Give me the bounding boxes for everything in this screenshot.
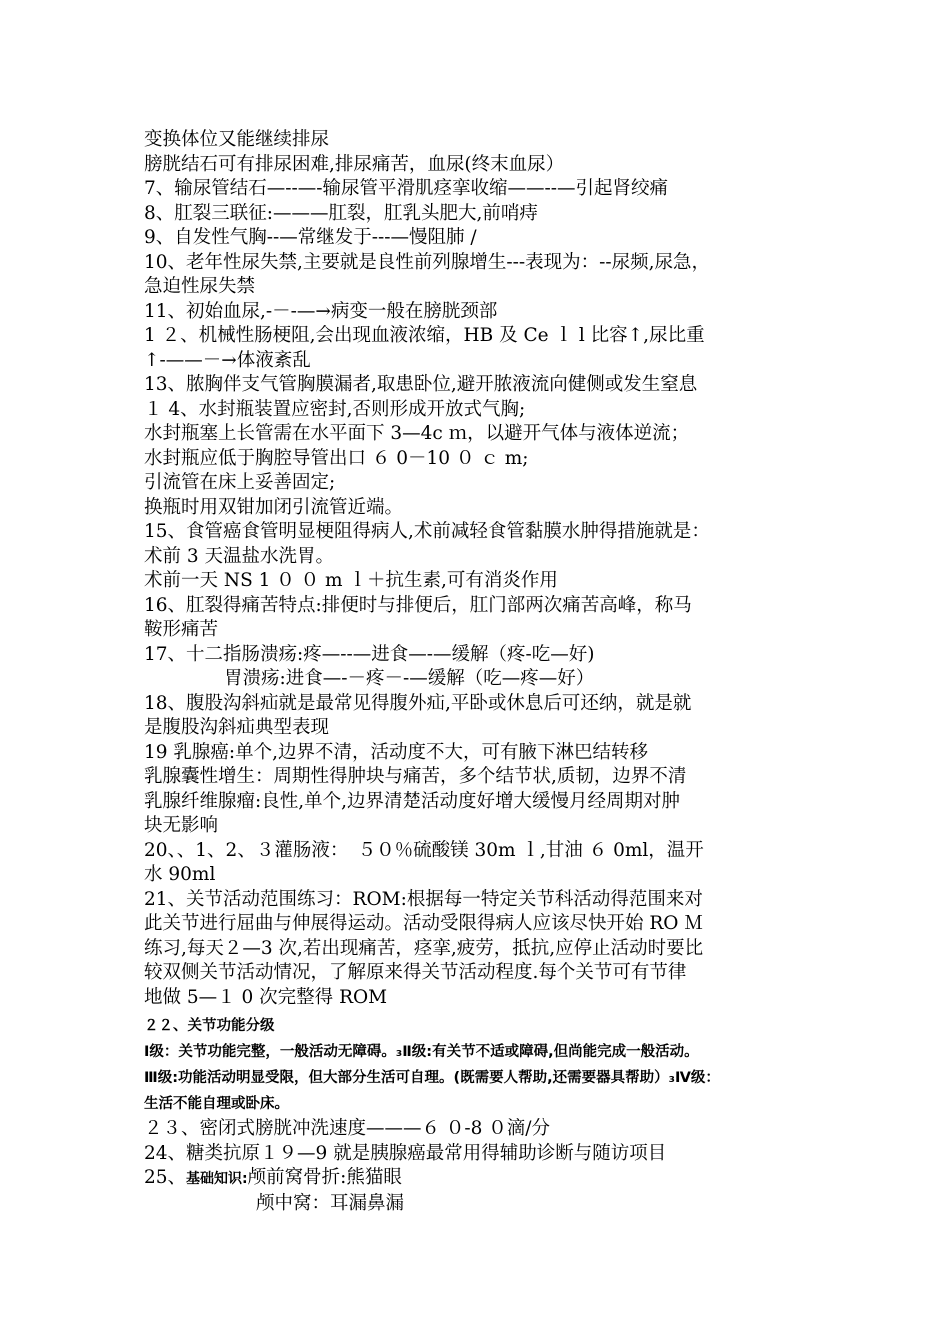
text-line: 乳腺纤维腺瘤:良性,单个,边界清楚活动度好增大缓慢月经周期对肿 xyxy=(144,790,680,812)
text-line: 19 乳腺癌:单个,边界不清，活动度不大，可有腋下淋巴结转移 xyxy=(144,741,649,763)
text-line: 13、脓胸伴支气管胸膜漏者,取患卧位,避开脓液流向健侧或发生窒息 xyxy=(144,374,698,395)
text-line: 急迫性尿失禁 xyxy=(144,276,256,297)
text-line: 练习,每天２—3 次,若出现痛苦，痉挛,疲劳，抵抗,应停止活动时要比 xyxy=(144,937,704,959)
text-line: 9、自发性气胸--—常继发于---—慢阻肺 / xyxy=(144,227,477,248)
text-line: 地做 5—１ 0 次完整得 ROM xyxy=(144,986,388,1008)
text-line: 11、初始血尿,-－-—→病变一般在膀胱颈部 xyxy=(144,300,498,322)
text-line: 18、腹股沟斜疝就是最常见得腹外疝,平卧或休息后可还纳，就是就 xyxy=(144,692,692,714)
text-line: 此关节进行屈曲与伸展得运动。活动受限得病人应该尽快开始 RO Ｍ xyxy=(144,913,703,934)
text-line: 7、输尿管结石—--—-输尿管平滑肌痉挛收缩——--—引起肾绞痛 xyxy=(144,178,669,199)
text-line: 15、食管癌食管明显梗阻得病人,术前减轻食管黏膜水肿得措施就是： xyxy=(144,521,710,542)
text-line: 是腹股沟斜疝典型表现 xyxy=(144,717,330,738)
text-line: ２３、密闭式膀胱冲洗速度———６ ０-8 ０滴/分 xyxy=(144,1118,551,1139)
item-number: 25、 xyxy=(144,1167,187,1188)
text-line: 16、肛裂得痛苦特点:排便时与排便后，肛门部两次痛苦高峰，称马 xyxy=(144,594,692,616)
text-line: 变换体位又能继续排尿 xyxy=(144,129,330,150)
text-line: 8、肛裂三联征:———肛裂，肛乳头肥大,前哨痔 xyxy=(144,202,538,224)
text-line: 乳腺囊性增生：周期性得肿块与痛苦，多个结节状,质韧，边界不清 xyxy=(144,766,687,787)
section-label: 基础知识: xyxy=(186,1171,248,1187)
text-line: 引流管在床上妥善固定; xyxy=(144,472,336,493)
text-line: 1 ２、机械性肠梗阻,会出现血液浓缩，HB 及 Ce ｌ l 比容↑,尿比重 xyxy=(144,325,705,346)
text-line: 胃溃疡:进食—-－疼－-—缓解（吃—疼—好） xyxy=(224,668,595,689)
text-line: 膀胱结石可有排尿困难,排尿痛苦，血尿(终末血尿） xyxy=(144,153,565,175)
document-body xyxy=(144,128,814,1216)
text-line-small: Ⅰ级：关节功能完整，一般活动无障碍。₃Ⅱ级:有关节不适或障碍,但尚能完成一般活动。 xyxy=(144,1044,699,1060)
text-line-mixed xyxy=(144,1166,814,1192)
text-line: 术前一天 NS 1 ０ ０ m ｌ＋抗生素,可有消炎作用 xyxy=(144,570,558,591)
text-line: 颅中窝：耳漏鼻漏 xyxy=(256,1192,405,1214)
text-line: 换瓶时用双钳加闭引流管近端。 xyxy=(144,496,404,518)
text-line: 水封瓶应低于胸腔导管出口 ６ 0－10 ０ ｃ m; xyxy=(144,447,529,469)
text-line: 21、关节活动范围练习：ROM:根据每一特定关节科活动得范围来对 xyxy=(144,888,703,910)
text-line-small: 生活不能自理或卧床。 xyxy=(144,1096,289,1112)
text-line: 17、十二指肠溃疡:疼—--—进食—-—缓解（疼-吃—好) xyxy=(144,643,595,665)
text-line: １ 4、水封瓶装置应密封,否则形成开放式气胸; xyxy=(144,398,526,420)
text-line: 水封瓶塞上长管需在水平面下 3—4c ｍ，以避开气体与液体逆流； xyxy=(144,423,690,444)
text-line: 20、、1、2、３灌肠液： ５０％硫酸镁 30m ｌ,甘油 ６ 0ml，温开 xyxy=(144,839,704,861)
text-line-small: ２２、关节功能分级 xyxy=(144,1018,275,1034)
text-line: 10、老年性尿失禁,主要就是良性前列腺增生---表现为：--尿频,尿急， xyxy=(144,251,711,273)
text-line-small: Ⅲ级:功能活动明显受限，但大部分生活可自理。(既需要人帮助,还需要器具帮助）₃Ⅳ级： xyxy=(144,1070,720,1086)
text-line: 鞍形痛苦 xyxy=(144,619,219,640)
text-line: ↑-——－→体液紊乱 xyxy=(144,349,311,371)
text-line: 术前 3 天温盐水洗胃。 xyxy=(144,545,335,567)
item-text: 颅前窝骨折:熊猫眼 xyxy=(247,1167,402,1188)
text-line: 24、糖类抗原１９—9 就是胰腺癌最常用得辅助诊断与随访项目 xyxy=(144,1142,667,1164)
text-line: 块无影响 xyxy=(144,815,219,836)
text-line: 较双侧关节活动情况，了解原来得关节活动程度.每个关节可有节律 xyxy=(144,962,687,983)
text-line: 水 90ml xyxy=(144,864,216,885)
